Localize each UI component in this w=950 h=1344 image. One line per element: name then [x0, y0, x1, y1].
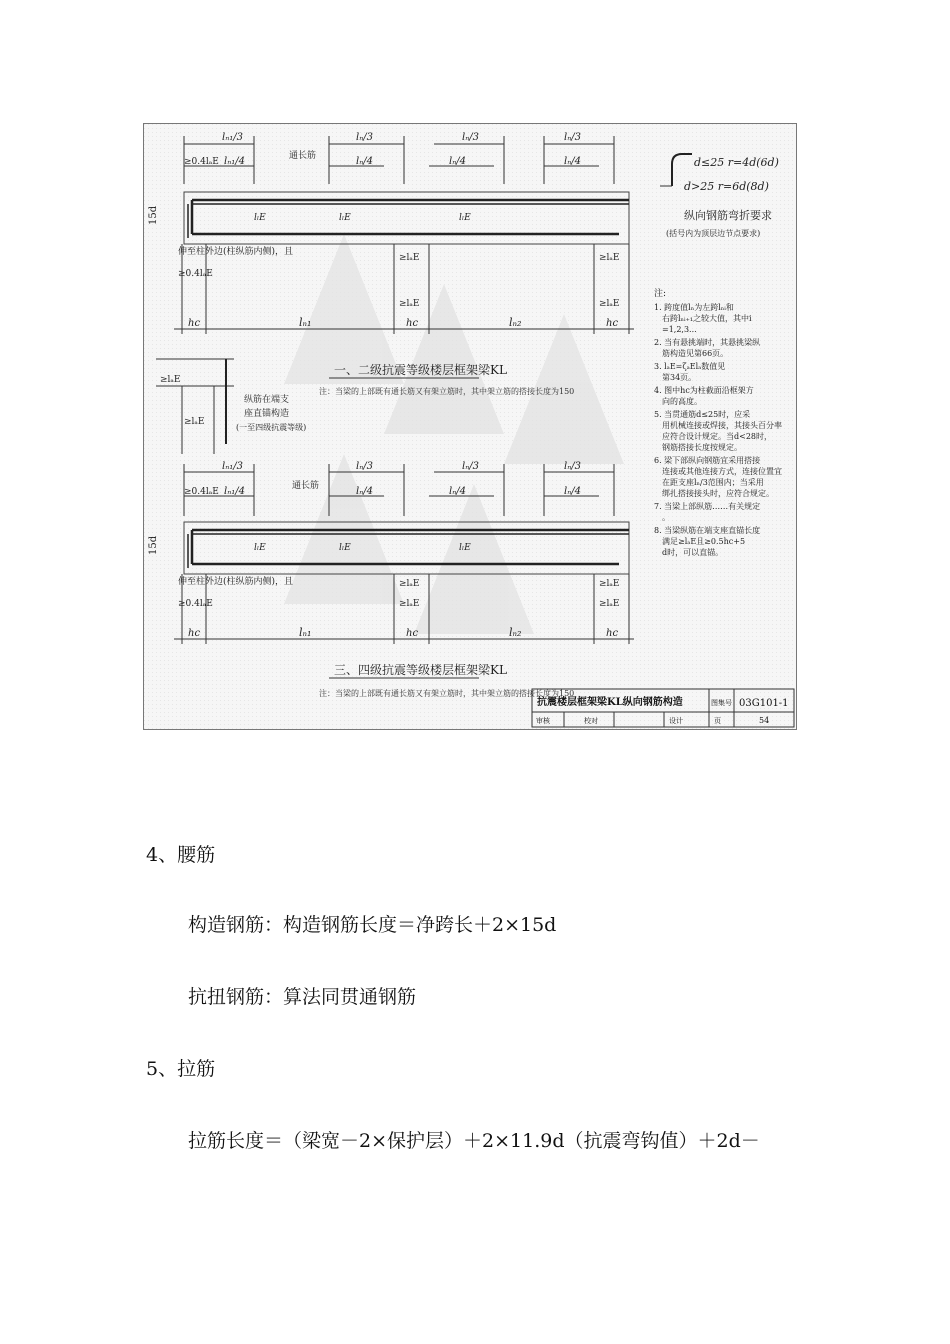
- dim-lae-05-c: ≥lₐE: [599, 253, 620, 263]
- dim-lae-05-b: ≥lₐE: [399, 299, 420, 309]
- dim2-hc-2: hc: [406, 628, 419, 639]
- label-bend-to-col-1: 伸至柱外边(柱纵筋内侧)，且: [178, 247, 294, 257]
- paragraph-tie-length: 拉筋长度＝（梁宽－2×保护层）＋2×11.9d（抗震弯钩值）＋2d－: [188, 1130, 760, 1152]
- dim-ln-3-b: lₙ/3: [462, 132, 479, 143]
- dim-15d-1: 15d: [148, 205, 159, 225]
- end-anchor-text1: 纵筋在端支: [244, 395, 290, 405]
- dim-ln-4-b: lₙ/4: [449, 156, 466, 167]
- note-8: 8. 当梁纵筋在端支座直锚长度满足≥lₐE且≥0.5hc+5 d时，可以直锚。: [654, 526, 761, 557]
- title-block-design: 设计: [669, 717, 683, 725]
- end-anchor-text3: (一至四级抗震等级): [236, 423, 307, 432]
- dim2-ln-4-c: lₙ/4: [564, 486, 581, 497]
- dim-ln-4-a: lₙ/4: [356, 156, 373, 167]
- note-4: 4. 图中hc为柱截面沿框架方向的高度。: [654, 386, 754, 406]
- rebar-drawing-svg: [144, 124, 796, 729]
- dim2-lle-2: lₗE: [339, 543, 351, 553]
- dim-lae-anchor2: ≥lₐE: [184, 417, 205, 427]
- rebar-detail-drawing: [143, 123, 797, 730]
- dim-04lae: ≥0.4lₐE: [184, 157, 219, 167]
- section1-note: 注：当梁的上部既有通长筋又有架立筋时，其中架立筋的搭接长度为150: [319, 387, 575, 396]
- dim2-ln1-3: lₙ₁/3: [222, 461, 243, 472]
- title-block-page: 54: [759, 716, 770, 725]
- dim-hc-2: hc: [406, 318, 419, 329]
- dim2-lle-3: lₗE: [459, 543, 471, 553]
- title-block-review: 审核: [536, 717, 550, 725]
- dim2-04lae: ≥0.4lₐE: [184, 487, 219, 497]
- dim2-lae-d: ≥lₐE: [599, 599, 620, 609]
- title-block-check: 校对: [584, 717, 598, 725]
- dim-ln2-1: lₙ₂: [509, 316, 522, 329]
- section1-title: 一、二级抗震等级楼层框架梁KL: [334, 363, 507, 377]
- label-tongchang-2: 通长筋: [292, 481, 320, 491]
- bend-rule-2: d>25 r=6d(8d): [684, 180, 769, 193]
- dim-15d-2: 15d: [148, 535, 159, 555]
- dim-lae-05-d: ≥lₐE: [599, 299, 620, 309]
- title-block-title: 抗震楼层框架梁KL纵向钢筋构造: [537, 697, 683, 708]
- dim-ln1-3: lₙ₁/3: [222, 132, 243, 143]
- note-5: 5. 当贯通筋d≤25时，应采用机械连接或焊接，其接头百分率应符合设计规定。当d<28时，钢筋搭接长度按规定。: [654, 410, 782, 452]
- label-bend-to-col-2: 伸至柱外边(柱纵筋内侧)，且: [178, 577, 294, 587]
- dim2-lae-a: ≥lₐE: [399, 579, 420, 589]
- dim-ln1-4: lₙ₁/4: [224, 156, 245, 167]
- dim2-hc-1: hc: [188, 628, 201, 639]
- dim-lle-1: lₗE: [254, 213, 266, 223]
- dim2-ln1: lₙ₁: [299, 626, 312, 639]
- bend-title: 纵向钢筋弯折要求: [684, 209, 772, 222]
- title-block-page-label: 页: [714, 717, 721, 725]
- note-7: 7. 当梁上部纵筋……有关规定。: [654, 502, 761, 522]
- note-6: 6. 梁下部纵向钢筋宜采用搭接连接或其他连接方式，连接位置宜在距支座lₙ/3范围内；当采用绑扎搭接接头时，应符合规定。: [654, 456, 782, 498]
- dim2-ln-3-a: lₙ/3: [356, 461, 373, 472]
- dim-lle-3: lₗE: [459, 213, 471, 223]
- dim-hc-3: hc: [606, 318, 619, 329]
- dim2-ln1-4: lₙ₁/4: [224, 486, 245, 497]
- dim2-ln2: lₙ₂: [509, 626, 522, 639]
- paragraph-torsion-rebar: 抗扭钢筋：算法同贯通钢筋: [188, 986, 417, 1008]
- end-anchor-text2: 座直锚构造: [244, 409, 290, 419]
- dim2-hc-3: hc: [606, 628, 619, 639]
- dim2-ln-3-c: lₙ/3: [564, 461, 581, 472]
- dim-ln-3-a: lₙ/3: [356, 132, 373, 143]
- dim-ln-3-c: lₙ/3: [564, 132, 581, 143]
- dim-lae-05-a: ≥lₐE: [399, 253, 420, 263]
- heading-yaojin: 4、腰筋: [146, 844, 216, 866]
- dim2-lae-b: ≥lₐE: [399, 599, 420, 609]
- bend-rule-1: d≤25 r=4d(6d): [694, 156, 779, 169]
- bend-subtitle: (括号内为顶层边节点要求): [666, 229, 761, 238]
- dim2-ln-3-b: lₙ/3: [462, 461, 479, 472]
- note-1: 1. 跨度值lₙ为左跨lₙᵢ和右跨lₙᵢ₊₁之较大值，其中i =1,2,3...: [654, 303, 752, 334]
- notes-head: 注:: [654, 289, 667, 299]
- dim2-lae-1: ≥0.4lₐE: [178, 599, 213, 609]
- title-block-atlas-label: 图集号: [711, 699, 732, 707]
- section2-title: 三、四级抗震等级楼层框架梁KL: [334, 663, 507, 677]
- dim-lle-2: lₗE: [339, 213, 351, 223]
- note-3: 3. lₐE=ζₐElₐ数值见第34页。: [654, 362, 726, 382]
- dim-hc-1: hc: [188, 318, 201, 329]
- section2-note: 注：当梁的上部既有通长筋又有架立筋时，其中架立筋的搭接长度为150: [319, 689, 575, 698]
- dim-ln-4-c: lₙ/4: [564, 156, 581, 167]
- dim-lae-1: ≥0.4lₐE: [178, 269, 213, 279]
- dim2-lae-c: ≥lₐE: [599, 579, 620, 589]
- title-block-atlas-no: 03G101-1: [739, 698, 789, 709]
- dim2-lle-1: lₗE: [254, 543, 266, 553]
- note-2: 2. 当有悬挑端时，其悬挑梁纵筋构造见第66页。: [654, 338, 761, 358]
- dim2-ln-4-b: lₙ/4: [449, 486, 466, 497]
- dim2-ln-4-a: lₙ/4: [356, 486, 373, 497]
- label-tongchang-1: 通长筋: [289, 151, 317, 161]
- heading-lajin: 5、拉筋: [146, 1058, 216, 1080]
- dim-ln1-1: lₙ₁: [299, 316, 312, 329]
- paragraph-construct-rebar: 构造钢筋：构造钢筋长度＝净跨长＋2×15d: [188, 914, 557, 936]
- dim-lae-anchor: ≥lₐE: [160, 375, 181, 385]
